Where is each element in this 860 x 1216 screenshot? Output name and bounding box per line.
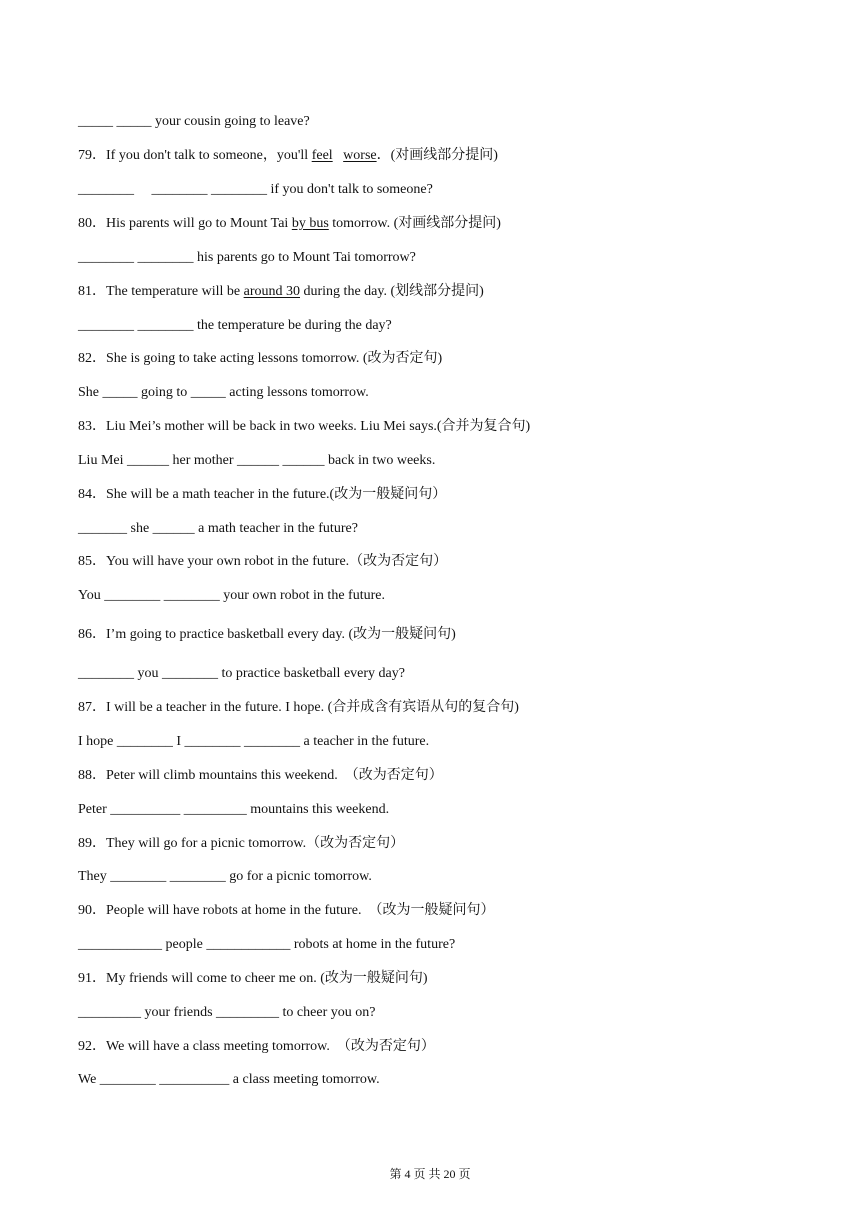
exercise-line bbox=[78, 520, 358, 538]
exercise-line bbox=[78, 215, 501, 233]
exercise-line bbox=[78, 350, 442, 368]
line-text bbox=[333, 148, 344, 163]
line-text: Peter __________ _________ mountains this weekend. bbox=[78, 802, 390, 817]
line-text: ____________ people ____________ robots at home in the future? bbox=[78, 937, 456, 952]
line-text: ________ ________ ________ if you don't talk to someone? bbox=[78, 182, 433, 197]
exercise-line bbox=[78, 868, 372, 886]
line-text: 82．She is going to take acting lessons tomorrow. (改为否定句) bbox=[78, 351, 443, 366]
exercise-line bbox=[78, 147, 498, 165]
line-text: 79．If you don't talk to someone，you'll bbox=[78, 148, 312, 163]
exercise-line bbox=[78, 801, 389, 819]
line-text: _______ she ______ a math teacher in the future? bbox=[78, 521, 358, 536]
exercise-line bbox=[78, 486, 446, 504]
line-text: tomorrow. (对画线部分提问) bbox=[328, 216, 501, 231]
exercise-line bbox=[78, 283, 484, 301]
line-text: ．(对画线部分提问) bbox=[376, 148, 498, 163]
exercise-line bbox=[78, 733, 429, 751]
exercise-line bbox=[78, 249, 416, 267]
line-text: ________ ________ the temperature be during the day? bbox=[78, 318, 392, 333]
exercise-line bbox=[78, 767, 443, 785]
line-text: 80．His parents will go to Mount Tai bbox=[78, 216, 292, 231]
exercise-line bbox=[78, 384, 369, 402]
line-text: 84．She will be a math teacher in the future.(改为一般疑问句） bbox=[78, 487, 447, 502]
exercise-line bbox=[78, 418, 530, 436]
underlined-phrase: around 30 bbox=[243, 284, 300, 299]
page-footer: 第 4 页 共 20 页 bbox=[389, 1167, 471, 1181]
line-text: 91．My friends will come to cheer me on. (改为一般疑问句) bbox=[78, 971, 428, 986]
line-text: 90．People will have robots at home in the future. （改为一般疑问句） bbox=[78, 903, 495, 918]
exercise-line bbox=[78, 835, 404, 853]
exercise-line bbox=[78, 936, 455, 954]
line-text: during the day. (划线部分提问) bbox=[300, 284, 484, 299]
line-text: I hope ________ I ________ ________ a teacher in the future. bbox=[78, 734, 430, 749]
line-text: She _____ going to _____ acting lessons tomorrow. bbox=[78, 385, 369, 400]
underlined-phrase: by bus bbox=[291, 216, 329, 231]
line-text: ________ ________ his parents go to Mount Tai tomorrow? bbox=[78, 250, 416, 265]
exercise-line bbox=[78, 1071, 380, 1089]
line-text: 87．I will be a teacher in the future. I hope. (合并成含有宾语从句的复合句) bbox=[78, 700, 519, 715]
line-text: Liu Mei ______ her mother ______ ______ back in two weeks. bbox=[78, 453, 436, 468]
line-text: 92．We will have a class meeting tomorrow. （改为否定句） bbox=[78, 1039, 435, 1054]
line-text: 86．I’m going to practice basketball every day. (改为一般疑问句) bbox=[78, 627, 456, 642]
exercise-line bbox=[78, 553, 447, 571]
exercise-line bbox=[78, 113, 310, 131]
line-text: _________ your friends _________ to cheer you on? bbox=[78, 1005, 376, 1020]
exercise-line bbox=[78, 452, 435, 470]
exercise-line bbox=[78, 699, 519, 717]
exercise-line bbox=[78, 970, 428, 988]
line-text: We ________ __________ a class meeting tomorrow. bbox=[78, 1072, 380, 1087]
exercise-line bbox=[78, 665, 405, 683]
line-text: 89．They will go for a picnic tomorrow.（改为否定句） bbox=[78, 836, 405, 851]
exercise-line bbox=[78, 317, 392, 335]
line-text: ________ you ________ to practice basketball every day? bbox=[78, 666, 405, 681]
underlined-phrase: worse bbox=[343, 148, 377, 163]
line-text: _____ _____ your cousin going to leave? bbox=[78, 114, 310, 129]
line-text: 88．Peter will climb mountains this weekend. （改为否定句） bbox=[78, 768, 443, 783]
exercise-line bbox=[78, 626, 456, 644]
underlined-phrase: feel bbox=[311, 148, 333, 163]
exercise-line bbox=[78, 587, 385, 605]
exercise-line bbox=[78, 181, 433, 199]
exercise-line bbox=[78, 1004, 375, 1022]
exercise-line bbox=[78, 902, 494, 920]
line-text: They ________ ________ go for a picnic tomorrow. bbox=[78, 869, 372, 884]
exercise-line bbox=[78, 1038, 435, 1056]
line-text: 85．You will have your own robot in the future.（改为否定句） bbox=[78, 554, 448, 569]
line-text: 81．The temperature will be bbox=[78, 284, 244, 299]
line-text: 83．Liu Mei’s mother will be back in two weeks. Liu Mei says.(合并为复合句) bbox=[78, 419, 531, 434]
line-text: You ________ ________ your own robot in the future. bbox=[78, 588, 385, 603]
